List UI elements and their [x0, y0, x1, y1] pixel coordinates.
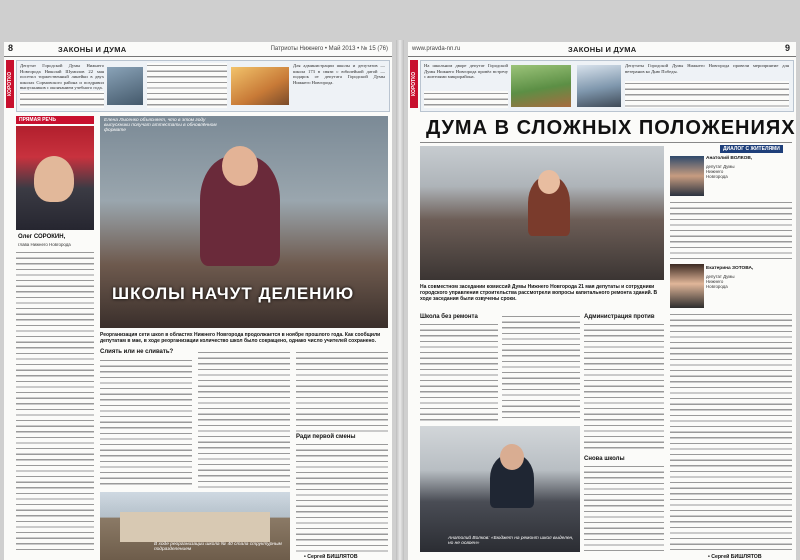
- right-page-header: [408, 42, 796, 57]
- right-brief-label: КОРОТКО: [410, 60, 418, 108]
- person-1-role: депутат Думы Нижнего Новгорода: [706, 164, 735, 179]
- left-quote-column: [16, 250, 94, 552]
- left-banner-title: ШКОЛЫ НАЧУТ ДЕЛЕНИЮ: [112, 284, 355, 303]
- person-1-name: Анатолий ВОЛКОВ,: [706, 156, 753, 161]
- speaker-face: [222, 146, 258, 186]
- left-brief-text-1: Депутат Городской Думы Нижнего Новгорода Николай Шумилов 22 мая посетил торжественный линейки в двух школах Сормовского района и поздравил выпускников с окончанием учебного года.: [20, 63, 104, 91]
- right-banner-title: ДУМА В СЛОЖНЫХ ПОЛОЖЕНИЯХ: [426, 117, 796, 139]
- right-col-3b: [584, 464, 664, 552]
- meeting-woman-face: [538, 170, 560, 194]
- left-brief-lines: [20, 91, 104, 108]
- quote-person-role: глава Нижнего Новгорода: [18, 242, 71, 247]
- right-site-line: www.pravda-nn.ru: [412, 46, 461, 52]
- left-brief-text-2: Для администрации школы и депутатов — школа 173 в связи с юбилейной датой — подарок от депутата Городской Думы Нижнего Новгорода.: [293, 63, 385, 85]
- dialog-col-2: [670, 312, 792, 550]
- right-brief-box: [420, 60, 794, 112]
- right-lead: На совместном заседании комиссий Думы Нижнего Новгорода 21 мая депутаты и сотрудники городского управления строительства рассмотрели вопросы капитального ремонта зданий. В ходе заседания были озвучены сроки.: [420, 284, 658, 303]
- left-subhead-2: Ради первой смены: [296, 434, 356, 440]
- left-page-header: [4, 42, 392, 57]
- volkov-photo: [670, 156, 704, 196]
- right-brief-photo-2: [577, 65, 621, 107]
- left-col-1: [100, 358, 192, 488]
- left-lead: Реорганизация сети школ в областях Нижнего Новгорода продолжается в ноябре прошлого года. Как сообщили депутатам в мае, в ходе реорганизации количество школ было сокращено, однако число учителей сохранено.: [100, 332, 381, 345]
- portrait-face: [34, 156, 74, 202]
- dialog-tag: ДИАЛОГ С ЖИТЕЛЯМИ: [720, 145, 783, 153]
- brief-photo: [107, 67, 143, 105]
- dialog-col-1: [670, 200, 792, 260]
- right-photo-caption: Анатолий Волков: «Бюджет на ремонт школ выделен, но не освоен»: [448, 536, 574, 546]
- right-subhead-1: Школа без ремонта: [420, 314, 478, 320]
- left-issue-line: Патриоты Нижнего • Май 2013 • № 15 (76): [270, 46, 388, 52]
- right-brief-text-2: Депутаты Городской Думы Нижнего Новгорода провели мероприятие для ветеранов ко Дню Победы.: [625, 63, 789, 74]
- left-col-2: [198, 350, 290, 488]
- right-subhead-3: Снова школы: [584, 456, 625, 462]
- left-page-number: 8: [8, 43, 14, 53]
- left-col-3a: [296, 350, 388, 432]
- building-facade: [120, 512, 270, 542]
- bottom-photo-caption: В ходе реорганизации школа № 40 стала структурным подразделением: [154, 542, 282, 552]
- right-signature: • Сергей БИШЛЯТОВ: [708, 554, 762, 560]
- volkov-face: [500, 444, 524, 470]
- quote-person-name: Олег СОРОКИН,: [18, 234, 66, 240]
- brief-photo-2: [231, 67, 289, 105]
- right-col-3a: [584, 322, 664, 452]
- right-col-1: [420, 322, 498, 422]
- person-2-name: Екатерина ЗОТОВА,: [706, 266, 754, 271]
- main-photo-caption: Елена Лысенко объясняет, что в этом году выпускники получат аттестаты в обновлённом формате: [104, 118, 217, 133]
- right-brief-lines-2: [625, 81, 789, 108]
- sorokin-photo: [16, 126, 94, 230]
- left-col-3b: [296, 442, 388, 552]
- left-brief-lines-2: [147, 63, 227, 108]
- right-brief-photo-1: [511, 65, 571, 107]
- right-page-number: 9: [784, 43, 790, 53]
- right-section-title: ЗАКОНЫ И ДУМА: [568, 45, 637, 54]
- person-2-role: депутат Думы Нижнего Новгорода: [706, 274, 735, 289]
- right-page: [408, 42, 796, 560]
- left-subhead-1: Слиять или не сливать?: [100, 349, 174, 355]
- right-brief-lines: [424, 91, 508, 108]
- left-brief-box: [16, 60, 390, 112]
- right-brief-text-1: На школьном дворе депутат Городской Думы Нижнего Новгорода провёл встречу с жителями микрорайона.: [424, 63, 508, 80]
- zotova-photo: [670, 264, 704, 308]
- volkov-meeting-photo: [420, 426, 580, 552]
- left-rubric-direct-speech: ПРЯМАЯ РЕЧЬ: [16, 116, 94, 124]
- right-col-2: [502, 314, 580, 422]
- left-signature: • Сергей БИШЛЯТОВ: [304, 554, 358, 560]
- left-brief-label: КОРОТКО: [6, 60, 14, 108]
- banner-rule: [420, 142, 792, 143]
- left-section-title: ЗАКОНЫ И ДУМА: [58, 45, 127, 54]
- left-page: [4, 42, 392, 560]
- meeting-photo: [420, 146, 664, 280]
- page-gutter: [396, 40, 404, 560]
- right-subhead-2: Администрация против: [584, 314, 655, 320]
